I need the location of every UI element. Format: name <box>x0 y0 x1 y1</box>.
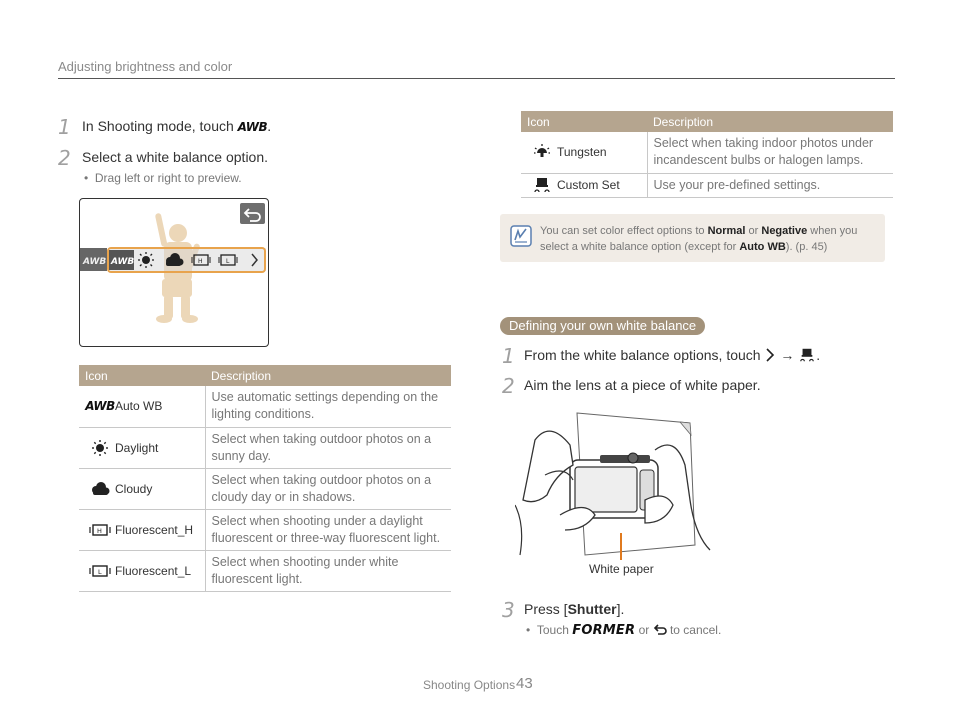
awb-icon: AWB <box>237 120 268 134</box>
page-number: 43 <box>516 675 533 692</box>
svg-text:H: H <box>97 526 102 535</box>
svg-text:L: L <box>226 258 230 265</box>
table-header-description: Description <box>647 111 893 132</box>
step-2-text: Aim the lens at a piece of white paper. <box>524 377 761 393</box>
step-number: 1 <box>58 115 71 139</box>
table-row: Daylight Select when taking outdoor photos on a sunny day. <box>79 427 451 468</box>
table-row: AWB Auto WB Use automatic settings depending on the lighting conditions. <box>79 386 451 427</box>
tungsten-icon <box>527 143 557 161</box>
awb-icon: AWB <box>85 399 115 414</box>
step-number: 3 <box>502 598 515 622</box>
subsection-title: Defining your own white balance <box>500 317 705 335</box>
table-row: H Fluorescent_H Select when shooting under a daylight fluorescent or three-way fluorescent light. <box>79 509 451 550</box>
step-1-text: From the white balance options, touch → . <box>524 347 821 363</box>
table-row: Cloudy Select when taking outdoor photos on a cloudy day or in shadows. <box>79 468 451 509</box>
header-rule <box>58 78 895 79</box>
daylight-icon <box>85 439 115 457</box>
note-box <box>500 214 885 262</box>
camera-preview <box>79 198 269 347</box>
bullet-item: • Touch FORMER or to cancel. <box>526 623 722 638</box>
svg-text:AWB: AWB <box>111 257 135 267</box>
illustration-label: White paper <box>589 562 654 576</box>
custom-set-icon <box>798 347 816 363</box>
preview-figure <box>80 199 268 346</box>
fluorescent-l-icon <box>85 564 115 578</box>
cloudy-icon <box>85 482 115 496</box>
fluorescent-h-icon <box>85 523 115 537</box>
chevron-right-icon <box>764 348 776 362</box>
note-icon <box>510 225 532 247</box>
footer-section-name: Shooting Options <box>423 678 516 692</box>
custom-set-icon <box>527 176 557 194</box>
svg-text:L: L <box>98 567 102 576</box>
bullet-item: • Drag left or right to preview. <box>84 171 242 185</box>
step-2-text: Select a white balance option. <box>82 149 269 165</box>
former-icon: FORMER <box>572 623 636 638</box>
svg-text:AWB: AWB <box>83 257 107 267</box>
step-number: 1 <box>502 344 515 368</box>
svg-text:H: H <box>198 258 203 265</box>
table-row: Custom Set Use your pre-defined settings. <box>521 173 893 197</box>
camera-illustration <box>515 405 715 565</box>
white-balance-table <box>79 365 451 592</box>
back-icon <box>653 623 667 635</box>
step-number: 2 <box>502 374 515 398</box>
step-number: 2 <box>58 146 71 170</box>
table-header-description: Description <box>205 365 451 386</box>
note-text: You can set color effect options to Normal or Negative when you select a white balance option (except for Auto WB). (p. 45) <box>540 225 858 253</box>
table-row: Tungsten Select when taking indoor photos under incandescent bulbs or halogen lamps. <box>521 132 893 173</box>
table-header-icon: Icon <box>521 111 647 132</box>
section-title: Adjusting brightness and color <box>58 59 233 74</box>
white-balance-table-continued <box>521 111 893 198</box>
step-3-text: Press [Shutter]. <box>524 601 625 617</box>
table-row: L Fluorescent_L Select when shooting under white fluorescent light. <box>79 550 451 591</box>
table-header-icon: Icon <box>79 365 205 386</box>
step-1-text: In Shooting mode, touch AWB. <box>82 118 272 134</box>
